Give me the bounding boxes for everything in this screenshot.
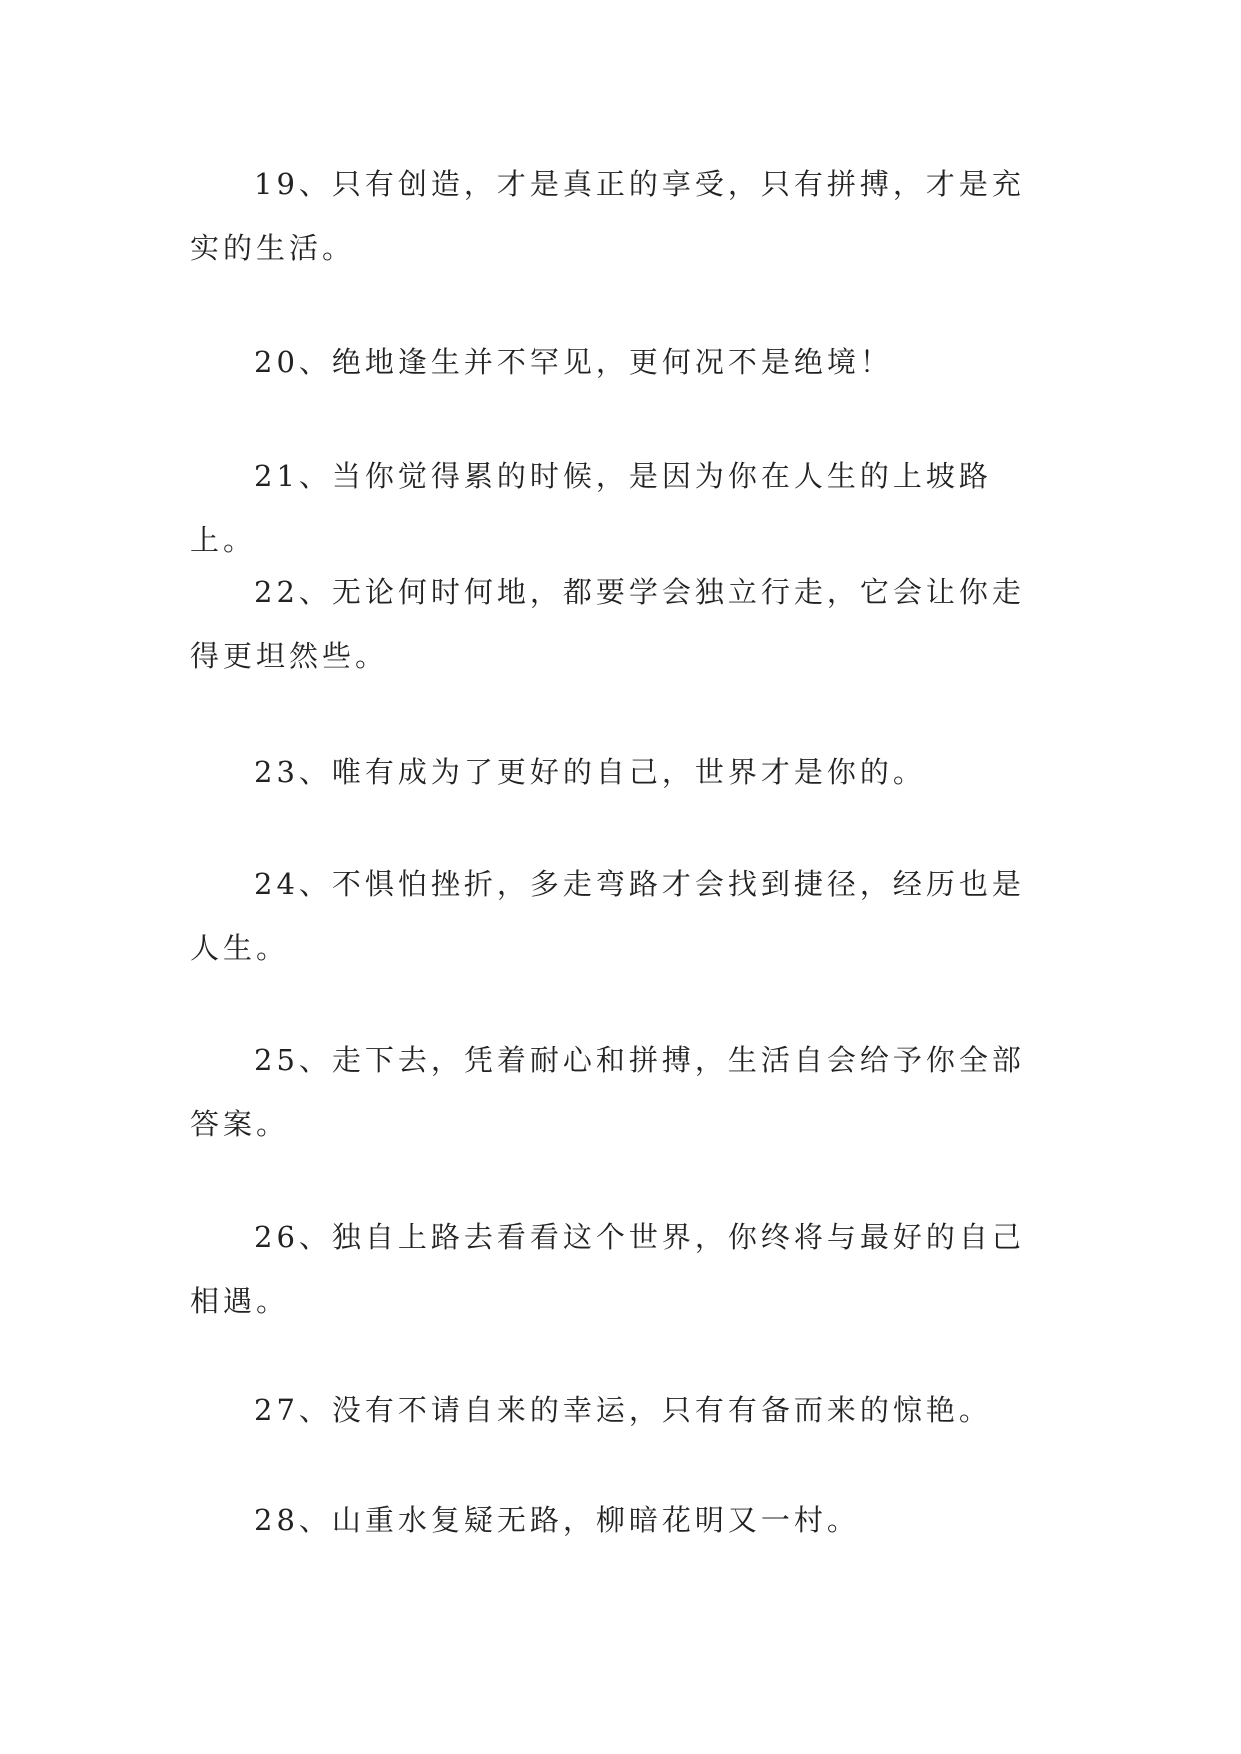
paragraph-20: 20、绝地逢生并不罕见，更何况不是绝境！	[254, 345, 893, 379]
paragraph-24: 24、不惧怕挫折，多走弯路才会找到捷径，经历也是人生。	[190, 867, 1025, 965]
paragraph-22: 22、无论何时何地，都要学会独立行走，它会让你走得更坦然些。	[190, 575, 1025, 673]
paragraph-26: 26、独自上路去看看这个世界，你终将与最好的自己相遇。	[190, 1220, 1025, 1318]
paragraph-19: 19、只有创造，才是真正的享受，只有拼搏，才是充实的生活。	[190, 167, 1025, 265]
paragraph-23: 23、唯有成为了更好的自己，世界才是你的。	[254, 755, 926, 789]
paragraph-27: 27、没有不请自来的幸运，只有有备而来的惊艳。	[254, 1393, 992, 1427]
paragraph-21: 21、当你觉得累的时候，是因为你在人生的上坡路上。	[190, 459, 992, 557]
paragraph-28: 28、山重水复疑无路，柳暗花明又一村。	[254, 1503, 860, 1537]
paragraph-25: 25、走下去，凭着耐心和拼搏，生活自会给予你全部答案。	[190, 1043, 1025, 1141]
